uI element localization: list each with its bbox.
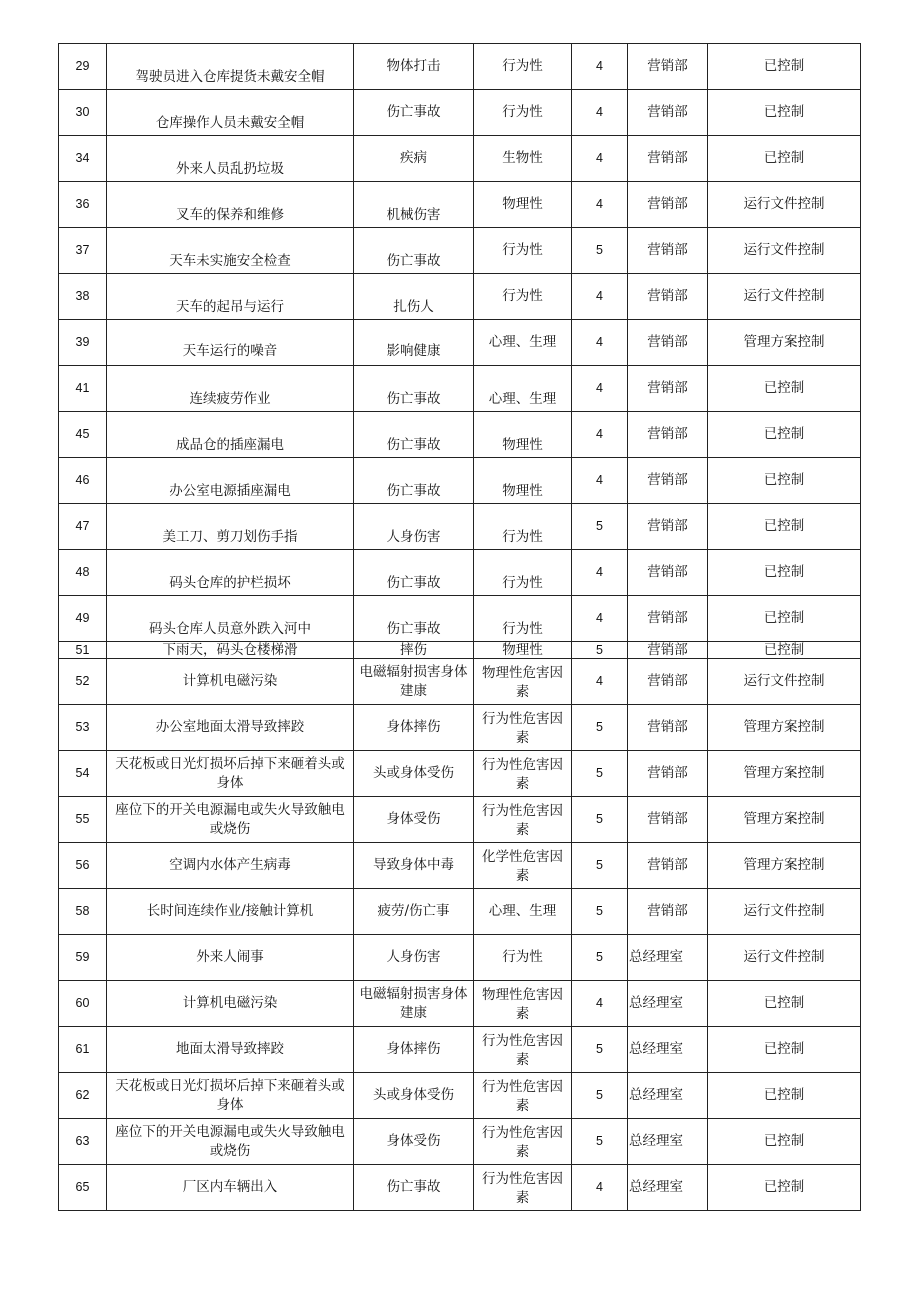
hazard-category: 行为性危害因素: [474, 1165, 572, 1211]
control-measure: 已控制: [708, 1073, 861, 1119]
table-row: [59, 797, 861, 843]
responsible-department: 总经理室: [628, 1027, 708, 1073]
hazard-description: 码头仓库人员意外跌入河中: [107, 596, 354, 642]
control-measure: 管理方案控制: [708, 751, 861, 797]
row-number: 59: [59, 935, 107, 981]
risk-level: 4: [572, 659, 628, 705]
hazard-category: 行为性: [474, 550, 572, 596]
risk-level: 5: [572, 504, 628, 550]
hazard-description: 天车运行的噪音: [107, 320, 354, 366]
hazard-category: 化学性危害因素: [474, 843, 572, 889]
hazard-description: 天车的起吊与运行: [107, 274, 354, 320]
row-number: 53: [59, 705, 107, 751]
consequence: 物体打击: [354, 44, 474, 90]
consequence: 扎伤人: [354, 274, 474, 320]
hazard-description: 成品仓的插座漏电: [107, 412, 354, 458]
consequence: 伤亡事故: [354, 596, 474, 642]
hazard-description: 天花板或日光灯损坏后掉下来砸着头或身体: [107, 1073, 354, 1119]
hazard-description: 地面太滑导致摔跤: [107, 1027, 354, 1073]
risk-level: 4: [572, 320, 628, 366]
table-row: [59, 320, 861, 366]
consequence: 疲劳/伤亡事: [354, 889, 474, 935]
table-row: [59, 504, 861, 550]
hazard-category: 物理性: [474, 412, 572, 458]
row-number: 46: [59, 458, 107, 504]
responsible-department: 营销部: [628, 889, 708, 935]
control-measure: 管理方案控制: [708, 797, 861, 843]
hazard-description: 美工刀、剪刀划伤手指: [107, 504, 354, 550]
hazard-description: 座位下的开关电源漏电或失火导致触电或烧伤: [107, 1119, 354, 1165]
hazard-description: 计算机电磁污染: [107, 981, 354, 1027]
hazard-category: 行为性: [474, 504, 572, 550]
hazard-description: 天车未实施安全检查: [107, 228, 354, 274]
risk-table-container: [58, 43, 861, 1211]
hazard-category: 行为性: [474, 274, 572, 320]
risk-level: 4: [572, 550, 628, 596]
control-measure: 运行文件控制: [708, 274, 861, 320]
table-row: [59, 550, 861, 596]
hazard-category: 物理性: [474, 458, 572, 504]
risk-level: 5: [572, 1073, 628, 1119]
responsible-department: 总经理室: [628, 1165, 708, 1211]
control-measure: 运行文件控制: [708, 659, 861, 705]
row-number: 63: [59, 1119, 107, 1165]
responsible-department: 营销部: [628, 504, 708, 550]
table-row: [59, 705, 861, 751]
control-measure: 已控制: [708, 550, 861, 596]
table-row: [59, 182, 861, 228]
table-row: [59, 136, 861, 182]
hazard-risk-table: [58, 43, 861, 1211]
consequence: 伤亡事故: [354, 228, 474, 274]
hazard-description: 仓库操作人员未戴安全帽: [107, 90, 354, 136]
table-row: [59, 843, 861, 889]
responsible-department: 营销部: [628, 797, 708, 843]
responsible-department: 总经理室: [628, 1119, 708, 1165]
responsible-department: 营销部: [628, 274, 708, 320]
responsible-department: 营销部: [628, 228, 708, 274]
responsible-department: 营销部: [628, 458, 708, 504]
row-number: 58: [59, 889, 107, 935]
consequence: 身体受伤: [354, 797, 474, 843]
consequence: 伤亡事故: [354, 550, 474, 596]
row-number: 65: [59, 1165, 107, 1211]
table-row: [59, 1073, 861, 1119]
control-measure: 已控制: [708, 90, 861, 136]
control-measure: 运行文件控制: [708, 228, 861, 274]
table-row: [59, 90, 861, 136]
risk-level: 5: [572, 1027, 628, 1073]
control-measure: 已控制: [708, 596, 861, 642]
row-number: 55: [59, 797, 107, 843]
hazard-description: 外来人员乱扔垃圾: [107, 136, 354, 182]
consequence: 影响健康: [354, 320, 474, 366]
hazard-category: 生物性: [474, 136, 572, 182]
control-measure: 已控制: [708, 1119, 861, 1165]
hazard-category: 行为性危害因素: [474, 1119, 572, 1165]
responsible-department: 总经理室: [628, 935, 708, 981]
responsible-department: 营销部: [628, 90, 708, 136]
responsible-department: 营销部: [628, 550, 708, 596]
responsible-department: 营销部: [628, 136, 708, 182]
row-number: 52: [59, 659, 107, 705]
control-measure: 管理方案控制: [708, 705, 861, 751]
risk-level: 4: [572, 412, 628, 458]
risk-level: 4: [572, 274, 628, 320]
hazard-category: 行为性危害因素: [474, 1027, 572, 1073]
consequence: 伤亡事故: [354, 412, 474, 458]
control-measure: 运行文件控制: [708, 889, 861, 935]
risk-level: 5: [572, 843, 628, 889]
risk-level: 4: [572, 981, 628, 1027]
table-row: [59, 751, 861, 797]
responsible-department: 营销部: [628, 659, 708, 705]
risk-level: 4: [572, 596, 628, 642]
hazard-category: 行为性: [474, 228, 572, 274]
hazard-category: 物理性: [474, 182, 572, 228]
control-measure: 运行文件控制: [708, 935, 861, 981]
consequence: 人身伤害: [354, 935, 474, 981]
risk-level: 4: [572, 182, 628, 228]
hazard-description: 办公室电源插座漏电: [107, 458, 354, 504]
control-measure: 已控制: [708, 366, 861, 412]
hazard-description: 厂区内车辆出入: [107, 1165, 354, 1211]
table-row: [59, 228, 861, 274]
hazard-category: 行为性危害因素: [474, 751, 572, 797]
row-number: 62: [59, 1073, 107, 1119]
row-number: 39: [59, 320, 107, 366]
control-measure: 管理方案控制: [708, 320, 861, 366]
hazard-description: 码头仓库的护栏损坏: [107, 550, 354, 596]
control-measure: 已控制: [708, 136, 861, 182]
control-measure: 已控制: [708, 412, 861, 458]
risk-level: 4: [572, 366, 628, 412]
row-number: 38: [59, 274, 107, 320]
hazard-category: 行为性: [474, 90, 572, 136]
consequence: 头或身体受伤: [354, 1073, 474, 1119]
consequence: 人身伤害: [354, 504, 474, 550]
consequence: 伤亡事故: [354, 90, 474, 136]
table-row: [59, 458, 861, 504]
responsible-department: 营销部: [628, 705, 708, 751]
hazard-category: 物理性: [474, 642, 572, 659]
risk-level: 5: [572, 228, 628, 274]
hazard-description: 下雨天，码头仓楼梯滑: [107, 642, 354, 659]
table-row: [59, 659, 861, 705]
hazard-category: 行为性: [474, 596, 572, 642]
consequence: 身体摔伤: [354, 1027, 474, 1073]
risk-level: 4: [572, 136, 628, 182]
control-measure: 已控制: [708, 504, 861, 550]
consequence: 导致身体中毒: [354, 843, 474, 889]
risk-level: 5: [572, 889, 628, 935]
risk-level: 5: [572, 1119, 628, 1165]
responsible-department: 营销部: [628, 182, 708, 228]
risk-level: 5: [572, 797, 628, 843]
consequence: 身体摔伤: [354, 705, 474, 751]
consequence: 伤亡事故: [354, 458, 474, 504]
hazard-description: 计算机电磁污染: [107, 659, 354, 705]
hazard-category: 行为性危害因素: [474, 1073, 572, 1119]
consequence: 摔伤: [354, 642, 474, 659]
control-measure: 已控制: [708, 1165, 861, 1211]
hazard-category: 心理、生理: [474, 889, 572, 935]
risk-level: 5: [572, 705, 628, 751]
risk-level: 4: [572, 90, 628, 136]
responsible-department: 营销部: [628, 642, 708, 659]
row-number: 49: [59, 596, 107, 642]
hazard-category: 心理、生理: [474, 366, 572, 412]
table-row: [59, 366, 861, 412]
hazard-category: 行为性危害因素: [474, 705, 572, 751]
table-row: [59, 1165, 861, 1211]
table-row: [59, 44, 861, 90]
risk-level: 4: [572, 1165, 628, 1211]
hazard-description: 连续疲劳作业: [107, 366, 354, 412]
hazard-category: 行为性: [474, 44, 572, 90]
table-row: [59, 981, 861, 1027]
consequence: 电磁辐射损害身体建康: [354, 981, 474, 1027]
hazard-description: 长时间连续作业/接触计算机: [107, 889, 354, 935]
hazard-category: 心理、生理: [474, 320, 572, 366]
control-measure: 已控制: [708, 1027, 861, 1073]
consequence: 疾病: [354, 136, 474, 182]
row-number: 54: [59, 751, 107, 797]
responsible-department: 营销部: [628, 843, 708, 889]
hazard-description: 座位下的开关电源漏电或失火导致触电或烧伤: [107, 797, 354, 843]
risk-level: 5: [572, 935, 628, 981]
hazard-description: 驾驶员进入仓库提货未戴安全帽: [107, 44, 354, 90]
table-row: [59, 412, 861, 458]
responsible-department: 营销部: [628, 320, 708, 366]
hazard-category: 行为性危害因素: [474, 797, 572, 843]
consequence: 头或身体受伤: [354, 751, 474, 797]
hazard-description: 天花板或日光灯损坏后掉下来砸着头或身体: [107, 751, 354, 797]
row-number: 45: [59, 412, 107, 458]
hazard-description: 空调内水体产生病毒: [107, 843, 354, 889]
consequence: 电磁辐射损害身体建康: [354, 659, 474, 705]
hazard-category: 行为性: [474, 935, 572, 981]
hazard-description: 办公室地面太滑导致摔跤: [107, 705, 354, 751]
consequence: 伤亡事故: [354, 366, 474, 412]
row-number: 34: [59, 136, 107, 182]
table-row: [59, 1027, 861, 1073]
row-number: 30: [59, 90, 107, 136]
table-row: [59, 1119, 861, 1165]
responsible-department: 营销部: [628, 44, 708, 90]
row-number: 29: [59, 44, 107, 90]
consequence: 机械伤害: [354, 182, 474, 228]
control-measure: 已控制: [708, 981, 861, 1027]
hazard-description: 外来人闹事: [107, 935, 354, 981]
row-number: 61: [59, 1027, 107, 1073]
control-measure: 运行文件控制: [708, 182, 861, 228]
row-number: 56: [59, 843, 107, 889]
risk-level: 5: [572, 642, 628, 659]
row-number: 36: [59, 182, 107, 228]
row-number: 48: [59, 550, 107, 596]
row-number: 60: [59, 981, 107, 1027]
control-measure: 已控制: [708, 44, 861, 90]
risk-level: 4: [572, 458, 628, 504]
row-number: 41: [59, 366, 107, 412]
row-number: 37: [59, 228, 107, 274]
row-number: 47: [59, 504, 107, 550]
responsible-department: 营销部: [628, 751, 708, 797]
responsible-department: 营销部: [628, 596, 708, 642]
responsible-department: 总经理室: [628, 981, 708, 1027]
responsible-department: 营销部: [628, 412, 708, 458]
responsible-department: 总经理室: [628, 1073, 708, 1119]
table-row: [59, 596, 861, 642]
responsible-department: 营销部: [628, 366, 708, 412]
control-measure: 已控制: [708, 458, 861, 504]
hazard-category: 物理性危害因素: [474, 981, 572, 1027]
consequence: 身体受伤: [354, 1119, 474, 1165]
table-row: [59, 889, 861, 935]
table-row: [59, 642, 861, 659]
table-row: [59, 935, 861, 981]
table-row: [59, 274, 861, 320]
hazard-category: 物理性危害因素: [474, 659, 572, 705]
control-measure: 已控制: [708, 642, 861, 659]
control-measure: 管理方案控制: [708, 843, 861, 889]
risk-level: 4: [572, 44, 628, 90]
consequence: 伤亡事故: [354, 1165, 474, 1211]
row-number: 51: [59, 642, 107, 659]
risk-level: 5: [572, 751, 628, 797]
hazard-description: 叉车的保养和维修: [107, 182, 354, 228]
